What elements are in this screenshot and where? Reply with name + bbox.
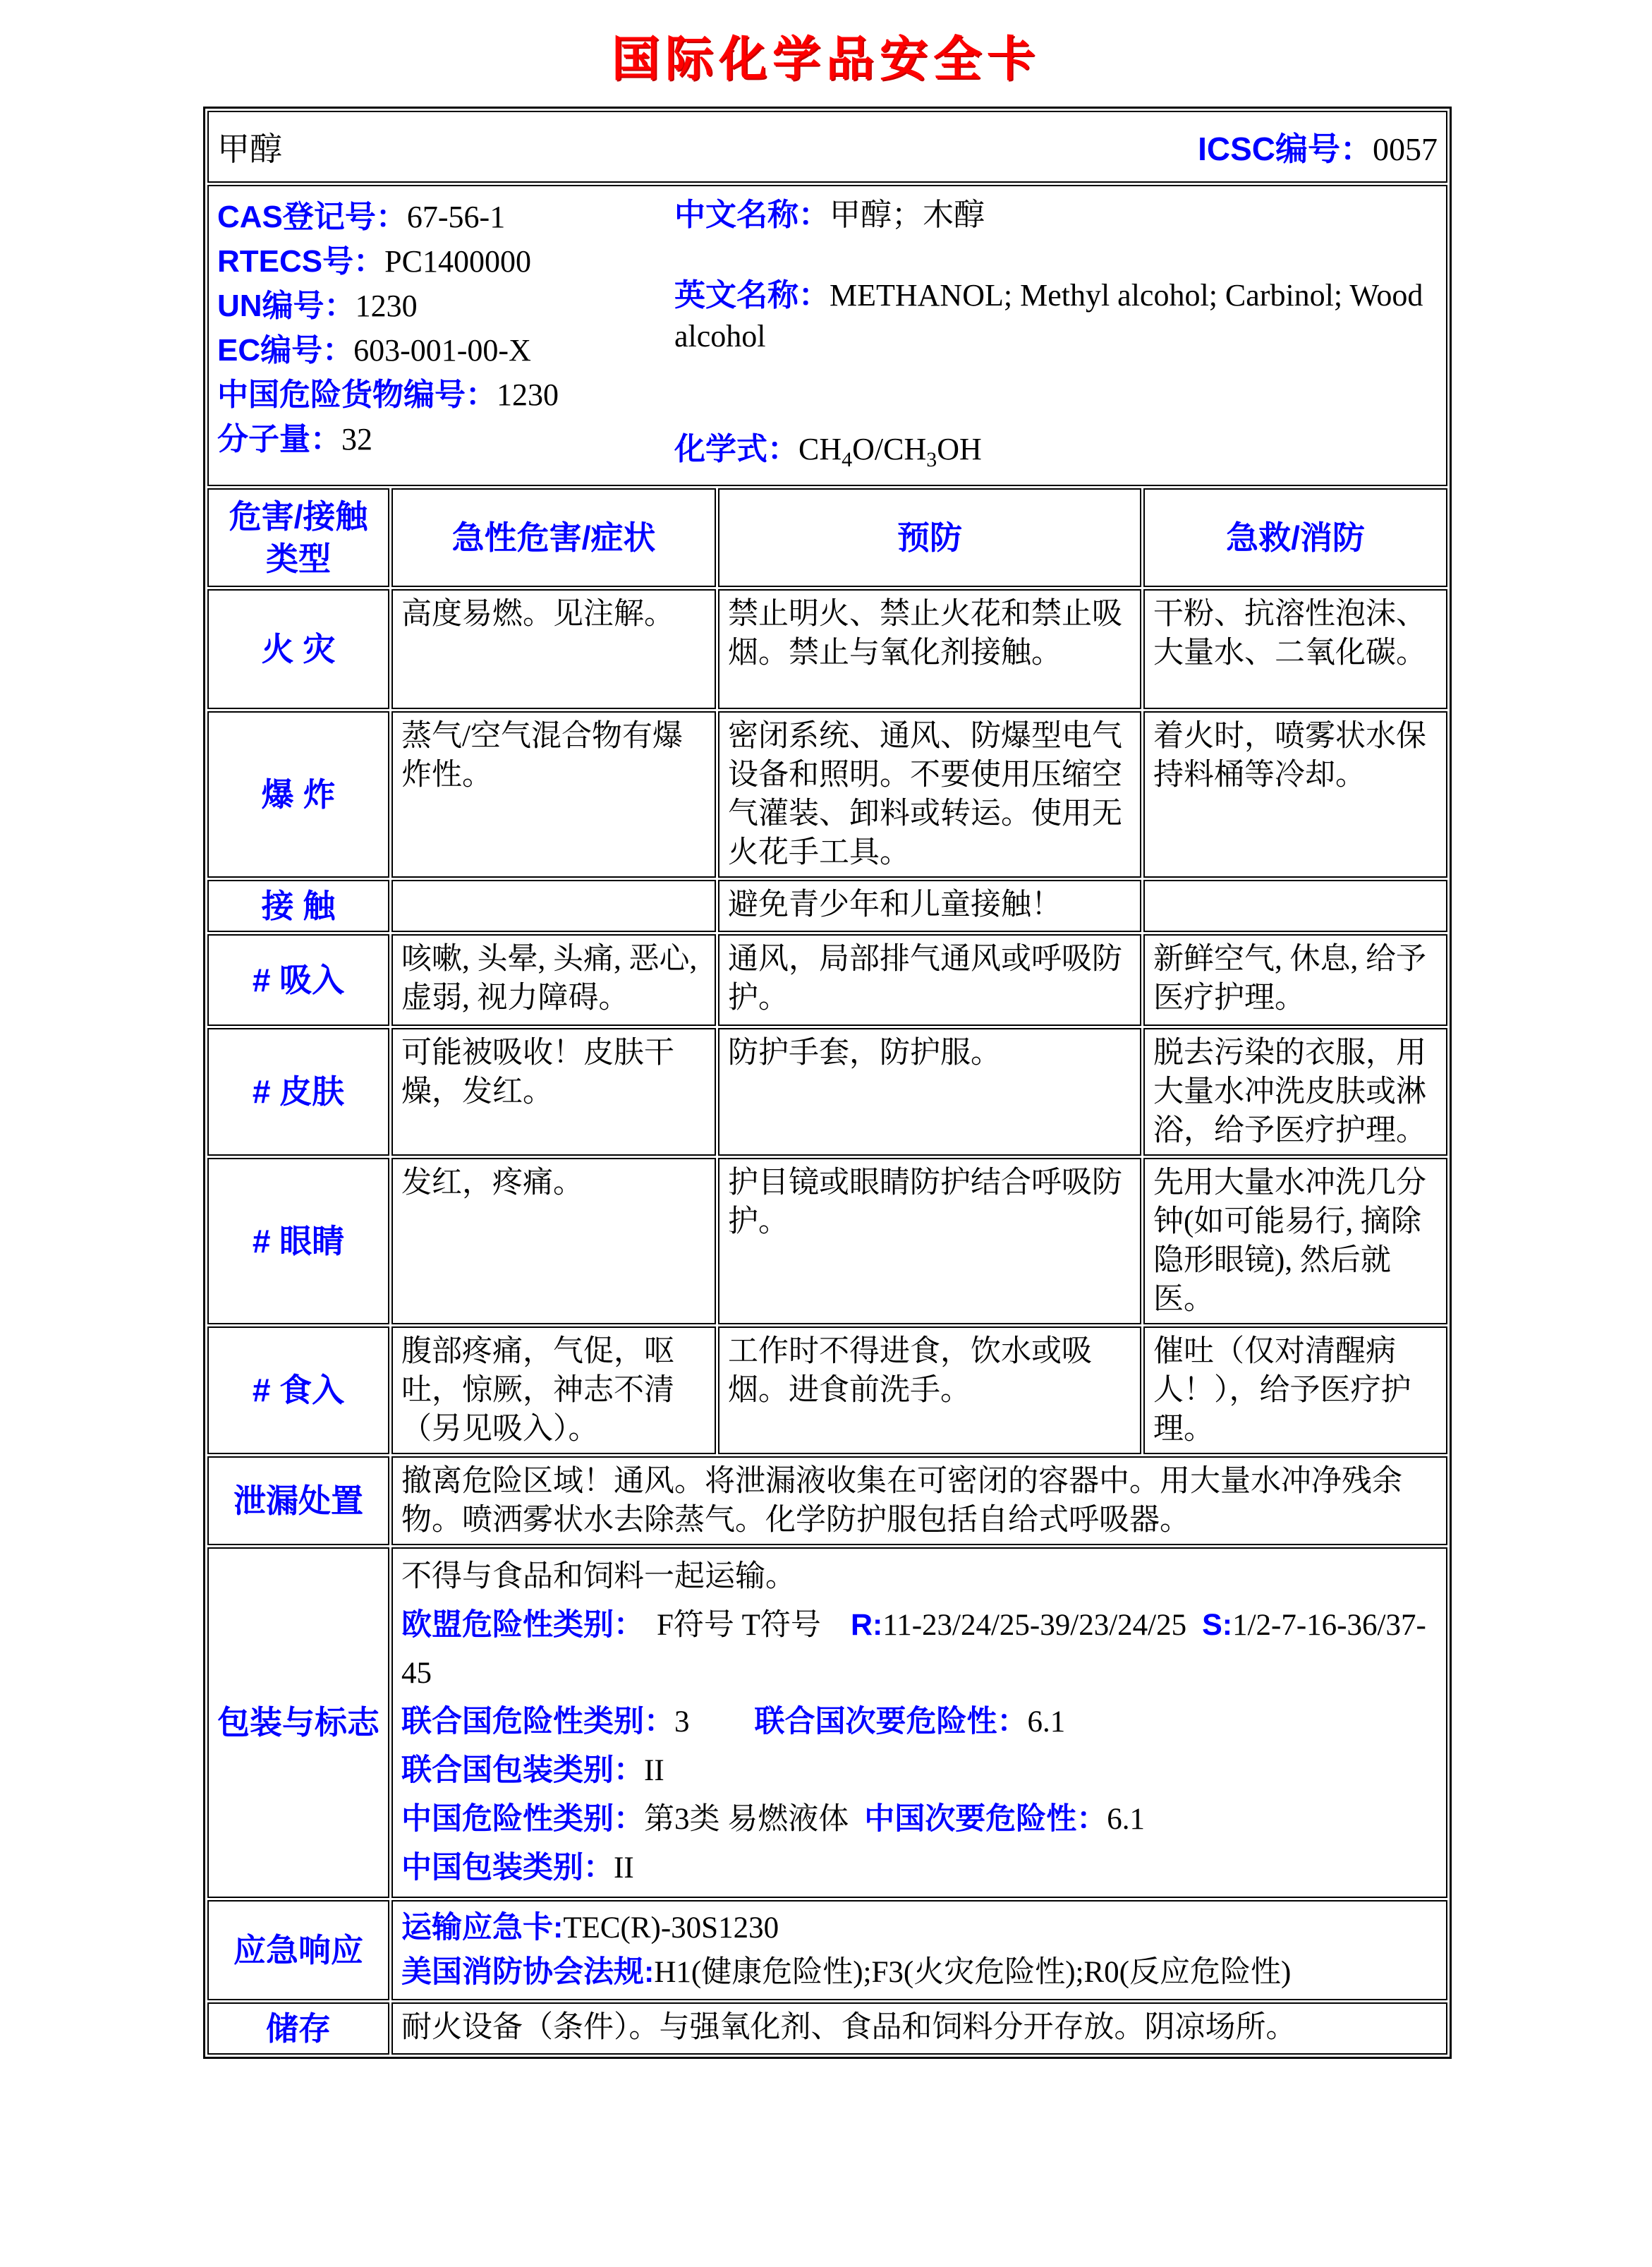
inhalation-firstaid-cell: 新鲜空气, 休息, 给予医疗护理。 xyxy=(1143,934,1447,1026)
fire-symptoms-cell: 高度易燃。见注解。 xyxy=(391,589,716,709)
header-firstaid: 急救/消防 xyxy=(1143,488,1447,587)
header-symptoms: 急性危害/症状 xyxy=(391,488,716,587)
chemical-formula-line: 化学式：$CH_4O/CH_3OH$ xyxy=(674,432,982,471)
emergency-row xyxy=(207,1900,1447,2000)
row-label-eyes: # 眼睛 xyxy=(207,1158,389,1324)
fire-firstaid-cell: 干粉、抗溶性泡沫、大量水、二氧化碳。 xyxy=(1143,589,1447,709)
ingestion-symptoms-cell: 腹部疼痛，气促，呕吐，惊厥，神志不清（另见吸入）。 xyxy=(391,1326,716,1454)
eyes-firstaid-cell: 先用大量水冲洗几分钟(如可能易行, 摘除隐形眼镜), 然后就医。 xyxy=(1143,1158,1447,1324)
ingestion-prevention-cell: 工作时不得进食，饮水或吸烟。进食前洗手。 xyxy=(718,1326,1141,1454)
ec-number-line: EC编号：603-001-00-X xyxy=(217,333,531,368)
eyes-symptoms-cell: 发红，疼痛。 xyxy=(391,1158,716,1324)
row-label-fire: 火 灾 xyxy=(207,589,389,709)
skin-symptoms-cell: 可能被吸收！皮肤干燥，发红。 xyxy=(391,1028,716,1156)
hazard-row-skin xyxy=(207,1028,1447,1156)
header-prevention: 预防 xyxy=(718,488,1141,587)
storage-row xyxy=(207,2002,1447,2055)
page-title: 国际化学品安全卡 xyxy=(611,32,1040,86)
emergency-nfpa-line: 美国消防协会法规:H1(健康危险性);F3(火灾危险性);R0(反应危险性) xyxy=(401,1954,1292,1989)
row-label-explosion: 爆 炸 xyxy=(207,711,389,878)
chinese-name-line: 中文名称：甲醇；木醇 xyxy=(674,198,985,232)
packaging-cell xyxy=(391,1547,1447,1898)
contact-symptoms-cell xyxy=(391,880,716,932)
substance-header-cell xyxy=(207,111,1447,183)
hazard-row-contact xyxy=(207,880,1447,932)
identity-cell xyxy=(207,185,1447,486)
identity-row xyxy=(207,185,1447,486)
inhalation-prevention-cell: 通风，局部排气通风或呼吸防护。 xyxy=(718,934,1141,1026)
skin-firstaid-cell: 脱去污染的衣服，用大量水冲洗皮肤或淋浴，给予医疗护理。 xyxy=(1143,1028,1447,1156)
hazard-row-fire xyxy=(207,589,1447,709)
molecular-weight-line: 分子量：32 xyxy=(217,422,372,457)
spill-text-cell: 撤离危险区域！通风。将泄漏液收集在可密闭的容器中。用大量水冲净残余物。喷洒雾状水去除蒸气。化学防护服包括自给式呼吸器。 xyxy=(391,1456,1447,1545)
ingestion-firstaid-cell: 催吐（仅对清醒病人！），给予医疗护理。 xyxy=(1143,1326,1447,1454)
emergency-tec-line: 运输应急卡:TEC(R)-30S1230 xyxy=(401,1910,779,1945)
packaging-un-pack-line: 联合国包装类别：II xyxy=(401,1753,664,1787)
rtecs-number-line: RTECS号：PC1400000 xyxy=(217,244,531,279)
icsc-number-field xyxy=(1198,123,1438,170)
row-label-ingestion: # 食入 xyxy=(207,1326,389,1454)
row-label-spill: 泄漏处置 xyxy=(207,1456,389,1545)
storage-text-cell: 耐火设备（条件）。与强氧化剂、食品和饲料分开存放。阴凉场所。 xyxy=(391,2002,1447,2055)
packaging-cn-pack-line: 中国包装类别：II xyxy=(401,1850,634,1885)
explosion-prevention-cell: 密闭系统、通风、防爆型电气设备和照明。不要使用压缩空气灌装、卸料或转运。使用无火花手工具。 xyxy=(718,711,1141,878)
emergency-cell xyxy=(391,1900,1447,2000)
packaging-cn-class-line: 中国危险性类别：第3类 易燃液体 中国次要危险性：6.1 xyxy=(401,1801,1145,1836)
explosion-symptoms-cell: 蒸气/空气混合物有爆炸性。 xyxy=(391,711,716,878)
row-label-contact: 接 触 xyxy=(207,880,389,932)
icsc-label: ICSC编号： xyxy=(1198,131,1373,167)
english-name-line: 英文名称：METHANOL; Methyl alcohol; Carbinol; Wood alcohol xyxy=(674,278,1423,353)
packaging-transport-note: 不得与食品和饲料一起运输。 xyxy=(401,1559,796,1593)
contact-prevention-cell: 避免青少年和儿童接触！ xyxy=(718,880,1141,932)
row-label-skin: # 皮肤 xyxy=(207,1028,389,1156)
substance-name: 甲醇 xyxy=(217,131,282,167)
eyes-prevention-cell: 护目镜或眼睛防护结合呼吸防护。 xyxy=(718,1158,1141,1324)
names-block xyxy=(674,195,1438,480)
safety-card-table xyxy=(203,107,1452,2059)
row-label-storage: 储存 xyxy=(207,2002,389,2055)
inhalation-symptoms-cell: 咳嗽, 头晕, 头痛, 恶心, 虚弱, 视力障碍。 xyxy=(391,934,716,1026)
header-hazard-type: 危害/接触类型 xyxy=(207,488,389,587)
packaging-un-class-line: 联合国危险性类别：3 联合国次要危险性：6.1 xyxy=(401,1704,1066,1739)
skin-prevention-cell: 防护手套，防护服。 xyxy=(718,1028,1141,1156)
hazard-row-inhalation xyxy=(207,934,1447,1026)
spill-row xyxy=(207,1456,1447,1545)
packaging-row xyxy=(207,1547,1447,1898)
hazard-row-eyes xyxy=(207,1158,1447,1324)
un-number-line: UN编号：1230 xyxy=(217,289,418,323)
row-label-packaging: 包装与标志 xyxy=(207,1547,389,1898)
packaging-eu-class-line: 欧盟危险性类别： F符号 T符号 R:11-23/24/25-39/23/24/25 S:1/2-7-16-36/37-45 xyxy=(401,1607,1426,1690)
cas-number-line: CAS登记号：67-56-1 xyxy=(217,200,506,234)
row-label-inhalation: # 吸入 xyxy=(207,934,389,1026)
identifier-list xyxy=(217,195,674,480)
hazard-row-explosion xyxy=(207,711,1447,878)
fire-prevention-cell: 禁止明火、禁止火花和禁止吸烟。禁止与氧化剂接触。 xyxy=(718,589,1141,709)
china-dg-number-line: 中国危险货物编号：1230 xyxy=(217,377,559,412)
hazard-header-row xyxy=(207,488,1447,587)
explosion-firstaid-cell: 着火时，喷雾状水保持料桶等冷却。 xyxy=(1143,711,1447,878)
row-label-emergency: 应急响应 xyxy=(207,1900,389,2000)
hazard-row-ingestion xyxy=(207,1326,1447,1454)
contact-firstaid-cell xyxy=(1143,880,1447,932)
icsc-number: 0057 xyxy=(1373,131,1438,167)
substance-header-row xyxy=(207,111,1447,183)
